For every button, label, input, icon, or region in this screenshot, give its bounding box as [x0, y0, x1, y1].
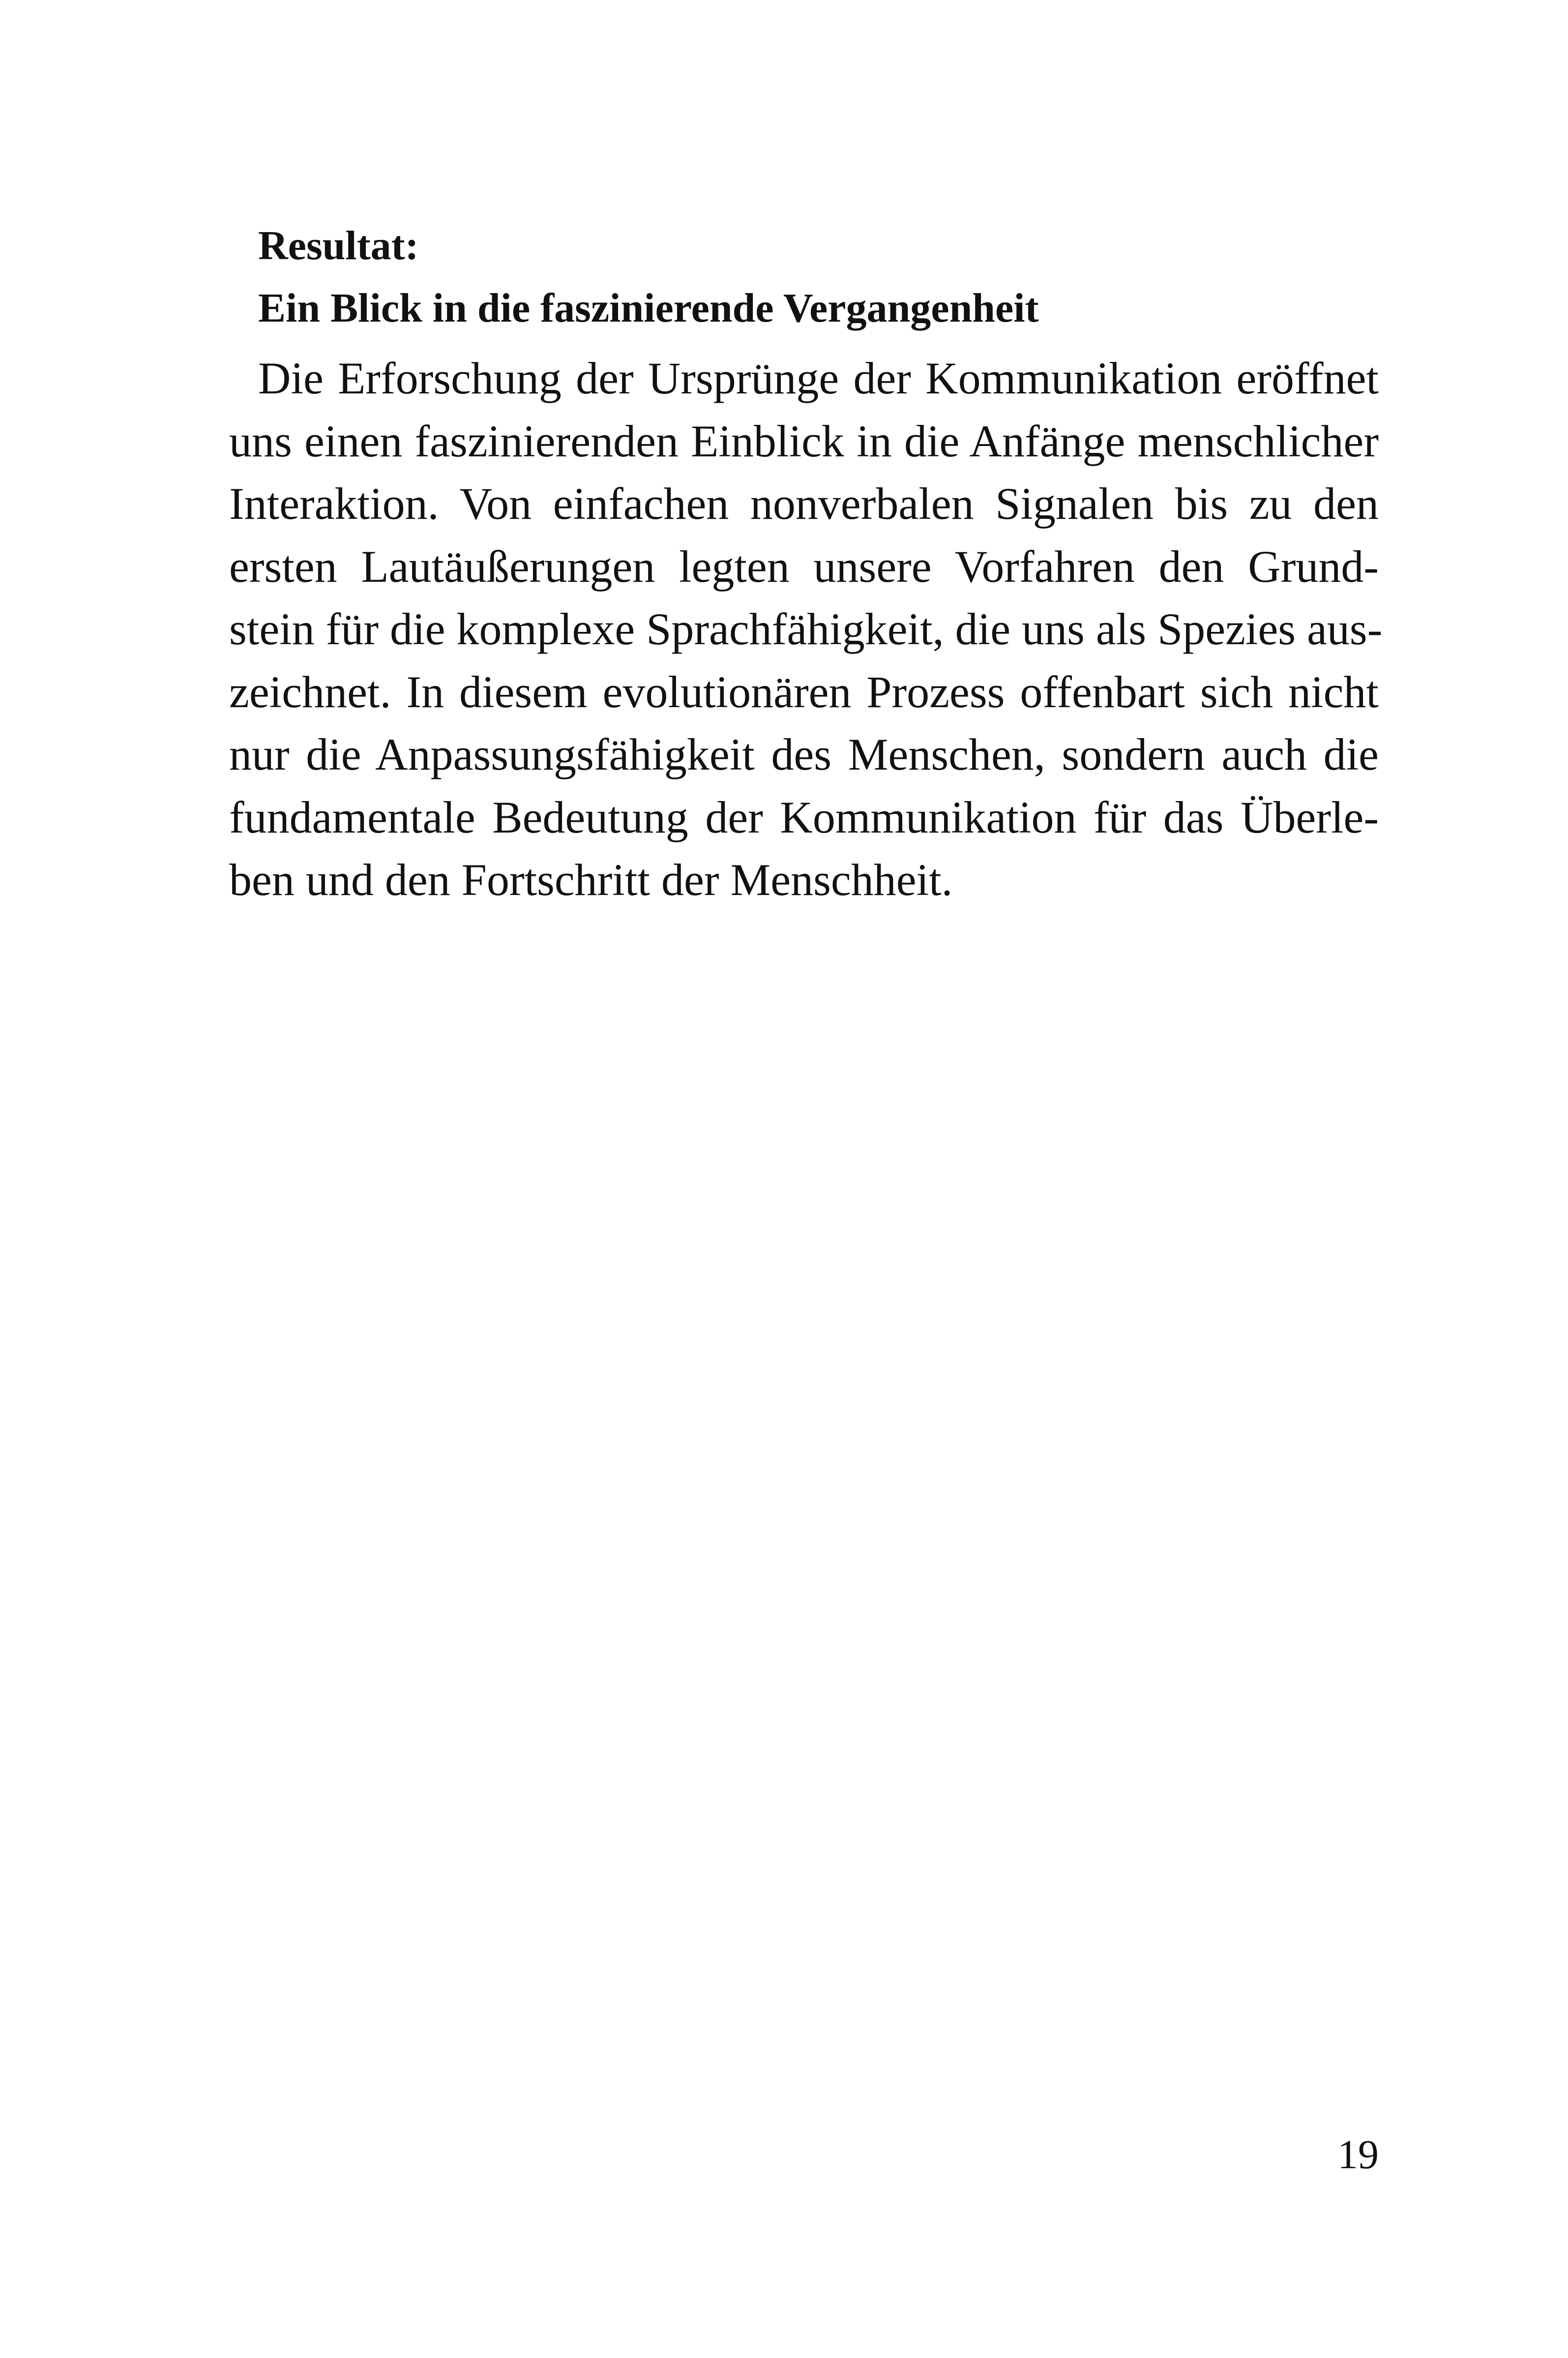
paragraph-line: nur die Anpassungsfähigkeit des Menschen, sondern auch die: [229, 729, 1379, 779]
paragraph-line: Interaktion. Von einfachen nonverbalen Signalen bis zu den: [229, 478, 1379, 529]
section-label: Resultat:: [258, 223, 419, 269]
paragraph-line: Die Erforschung der Ursprünge der Kommunikation eröffnet: [258, 353, 1379, 403]
page-number: 19: [1337, 2132, 1379, 2178]
paragraph-line: ersten Lautäußerungen legten unsere Vorfahren den Grund-: [229, 541, 1379, 592]
section-title: Ein Blick in die faszinierende Vergangenheit: [258, 285, 1039, 331]
paragraph-line: stein für die komplexe Sprachfähigkeit, die uns als Spezies aus-: [229, 604, 1383, 654]
body-paragraph: [229, 347, 1383, 912]
paragraph-line: ben und den Fortschritt der Menschheit.: [229, 855, 953, 905]
paragraph-line: zeichnet. In diesem evolutionären Prozess offenbart sich nicht: [229, 666, 1379, 717]
paragraph-line: fundamentale Bedeutung der Kommunikation für das Überle-: [229, 792, 1379, 842]
paragraph-line: uns einen faszinierenden Einblick in die Anfänge menschlicher: [229, 416, 1379, 466]
